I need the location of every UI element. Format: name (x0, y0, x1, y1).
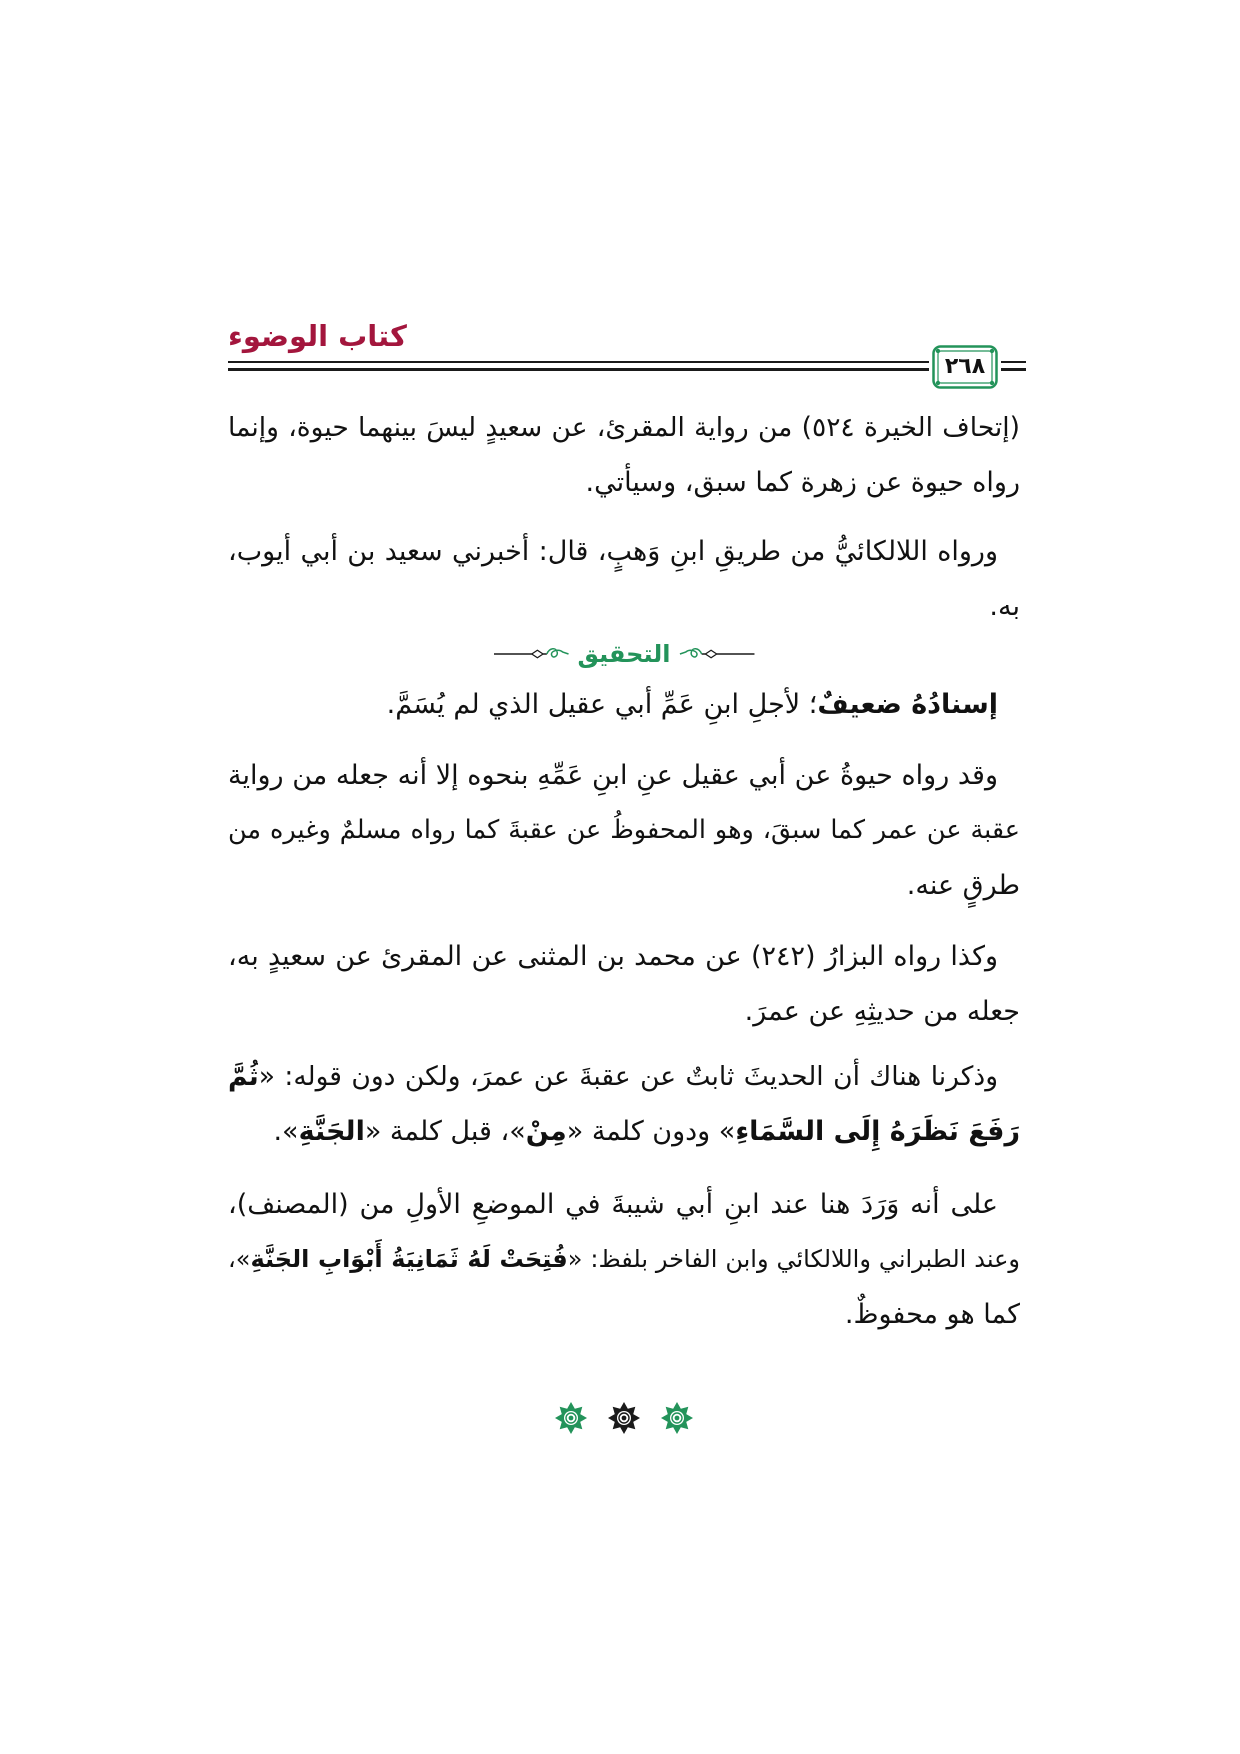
text-segment: عقبة عن عمر كما سبقَ، وهو المحفوظُ عن عقبةَ كما رواه مسلمٌ وغيره من (228, 815, 1020, 845)
text-line (228, 579, 1020, 634)
text-segment: وعند الطبراني واللالكائي وابن الفاخر بلفظ: « (567, 1245, 1021, 1273)
green-star-ornament-icon (660, 1401, 694, 1435)
text-line (228, 858, 1020, 913)
text-segment: ورواه اللالكائيُّ من طريقِ ابنِ وَهبٍ، قال: أخبرني سعيد بن أبي أيوب، (228, 536, 998, 567)
text-line (228, 1104, 1020, 1159)
running-header-book-title: كتاب الوضوء (228, 319, 407, 353)
text-line (228, 1287, 1020, 1342)
page-number-box (932, 345, 998, 389)
divider-flourish-left-icon (494, 643, 569, 665)
header-rule-short-upper (1001, 361, 1026, 363)
text-segment: »، قبل كلمة « (364, 1116, 526, 1147)
text-segment: »، (228, 1245, 251, 1273)
emphasized-hadith-text: مِنْ (525, 1116, 567, 1147)
page-number: ٢٦٨ (944, 354, 986, 379)
text-segment: وذكرنا هناك أن الحديثَ ثابتٌ عن عقبةَ عن عمرَ، ولكن دون قوله: « (258, 1061, 998, 1092)
text-segment: به. (989, 591, 1020, 622)
text-line (228, 929, 1020, 984)
paragraph (228, 524, 1020, 634)
text-line (228, 1177, 1020, 1232)
text-line (228, 803, 1020, 858)
emphasized-verdict-text: إسنادُهُ ضعيفٌ (817, 689, 998, 720)
paragraph (228, 929, 1020, 1039)
emphasized-hadith-text: رَفَعَ نَظَرَهُ إِلَى السَّمَاءِ (735, 1116, 1020, 1147)
paragraph (228, 400, 1020, 510)
text-segment: جعله من حديثِهِ عن عمرَ. (744, 996, 1020, 1027)
text-segment: رواه حيوة عن زهرة كما سبق، وسيأتي. (585, 467, 1020, 498)
text-segment: ». (273, 1116, 299, 1147)
text-line (228, 748, 1020, 803)
paragraph (228, 748, 1020, 913)
green-star-ornament-icon (554, 1401, 588, 1435)
text-line (228, 677, 1020, 732)
black-star-ornament-icon (607, 1401, 641, 1435)
text-segment: » ودون كلمة « (566, 1116, 736, 1147)
text-line (228, 984, 1020, 1039)
paragraph (228, 1177, 1020, 1342)
header-rule-upper (228, 361, 929, 363)
text-segment: وكذا رواه البزارُ (٢٤٢) عن محمد بن المثنى عن المقرئ عن سعيدٍ به، (228, 941, 998, 972)
header-rule-short-lower (1001, 368, 1026, 371)
header-rule-lower (228, 368, 929, 371)
divider-flourish-right-icon (679, 643, 754, 665)
emphasized-hadith-text: ثُمَّ (228, 1061, 259, 1092)
text-line (228, 1232, 1020, 1287)
section-end-ornaments (554, 1400, 694, 1436)
text-segment: (إتحاف الخيرة ٥٢٤) من رواية المقرئ، عن سعيدٍ ليسَ بينهما حيوة، وإنما (228, 412, 1020, 443)
text-line (228, 524, 1020, 579)
text-line (228, 1049, 1020, 1104)
section-divider (494, 634, 754, 674)
text-line (228, 400, 1020, 455)
paragraph (228, 677, 1020, 732)
text-segment: كما هو محفوظٌ. (844, 1299, 1020, 1330)
paragraph (228, 1049, 1020, 1159)
text-segment: ؛ لأجلِ ابنِ عَمِّ أبي عقيل الذي لم يُسَمَّ. (386, 689, 818, 720)
emphasized-hadith-text: فُتِحَتْ لَهُ ثَمَانِيَةُ أَبْوَابِ الجَنَّةِ (250, 1245, 568, 1273)
text-segment: طرقٍ عنه. (906, 870, 1020, 901)
emphasized-hadith-text: الجَنَّةِ (298, 1116, 365, 1147)
section-heading: التحقيق (577, 640, 671, 668)
text-segment: وقد رواه حيوةُ عن أبي عقيل عنِ ابنِ عَمِّهِ بنحوه إلا أنه جعله من رواية (228, 760, 998, 791)
text-segment: على أنه وَرَدَ هنا عند ابنِ أبي شيبةَ في الموضعِ الأولِ من (المصنف)، (228, 1189, 998, 1220)
text-line (228, 455, 1020, 510)
